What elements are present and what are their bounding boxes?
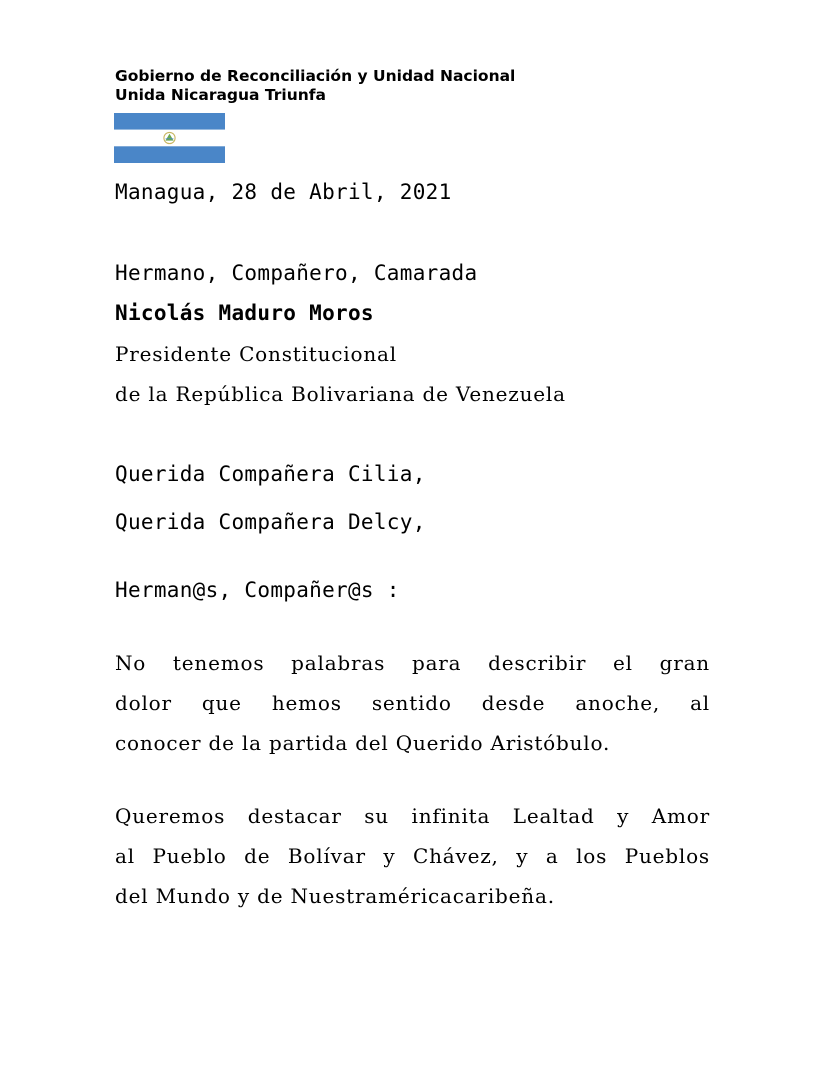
- greeting-comrades: Herman@s, Compañer@s :: [115, 578, 400, 602]
- paragraph-line: conocer de la partida del Querido Aristóbulo.: [115, 731, 611, 755]
- letterhead: [115, 67, 515, 105]
- recipient-title-line2: de la República Bolivariana de Venezuela: [115, 382, 566, 406]
- greeting-delcy: Querida Compañera Delcy,: [115, 510, 426, 534]
- letter-date: Managua, 28 de Abril, 2021: [115, 180, 452, 204]
- paragraph-line: Queremos destacar su infinita Lealtad y Amor: [115, 804, 710, 828]
- letterhead-slogan: Unida Nicaragua Triunfa: [115, 86, 327, 104]
- paragraph-line: del Mundo y de Nuestraméricacaribeña.: [115, 884, 555, 908]
- body-paragraph-2: [115, 796, 710, 916]
- nicaragua-flag-icon: [114, 113, 225, 163]
- recipient-salutation: Hermano, Compañero, Camarada: [115, 261, 478, 285]
- recipient-name: Nicolás Maduro Moros: [115, 301, 374, 325]
- paragraph-line: al Pueblo de Bolívar y Chávez, y a los Pueblos: [115, 844, 710, 868]
- letterhead-government-name: Gobierno de Reconciliación y Unidad Nacional: [115, 67, 516, 85]
- greeting-cilia: Querida Compañera Cilia,: [115, 462, 426, 486]
- recipient-title-line1: Presidente Constitucional: [115, 342, 397, 366]
- body-paragraph-1: [115, 643, 710, 763]
- paragraph-line: dolor que hemos sentido desde anoche, al: [115, 691, 710, 715]
- paragraph-line: No tenemos palabras para describir el gran: [115, 651, 710, 675]
